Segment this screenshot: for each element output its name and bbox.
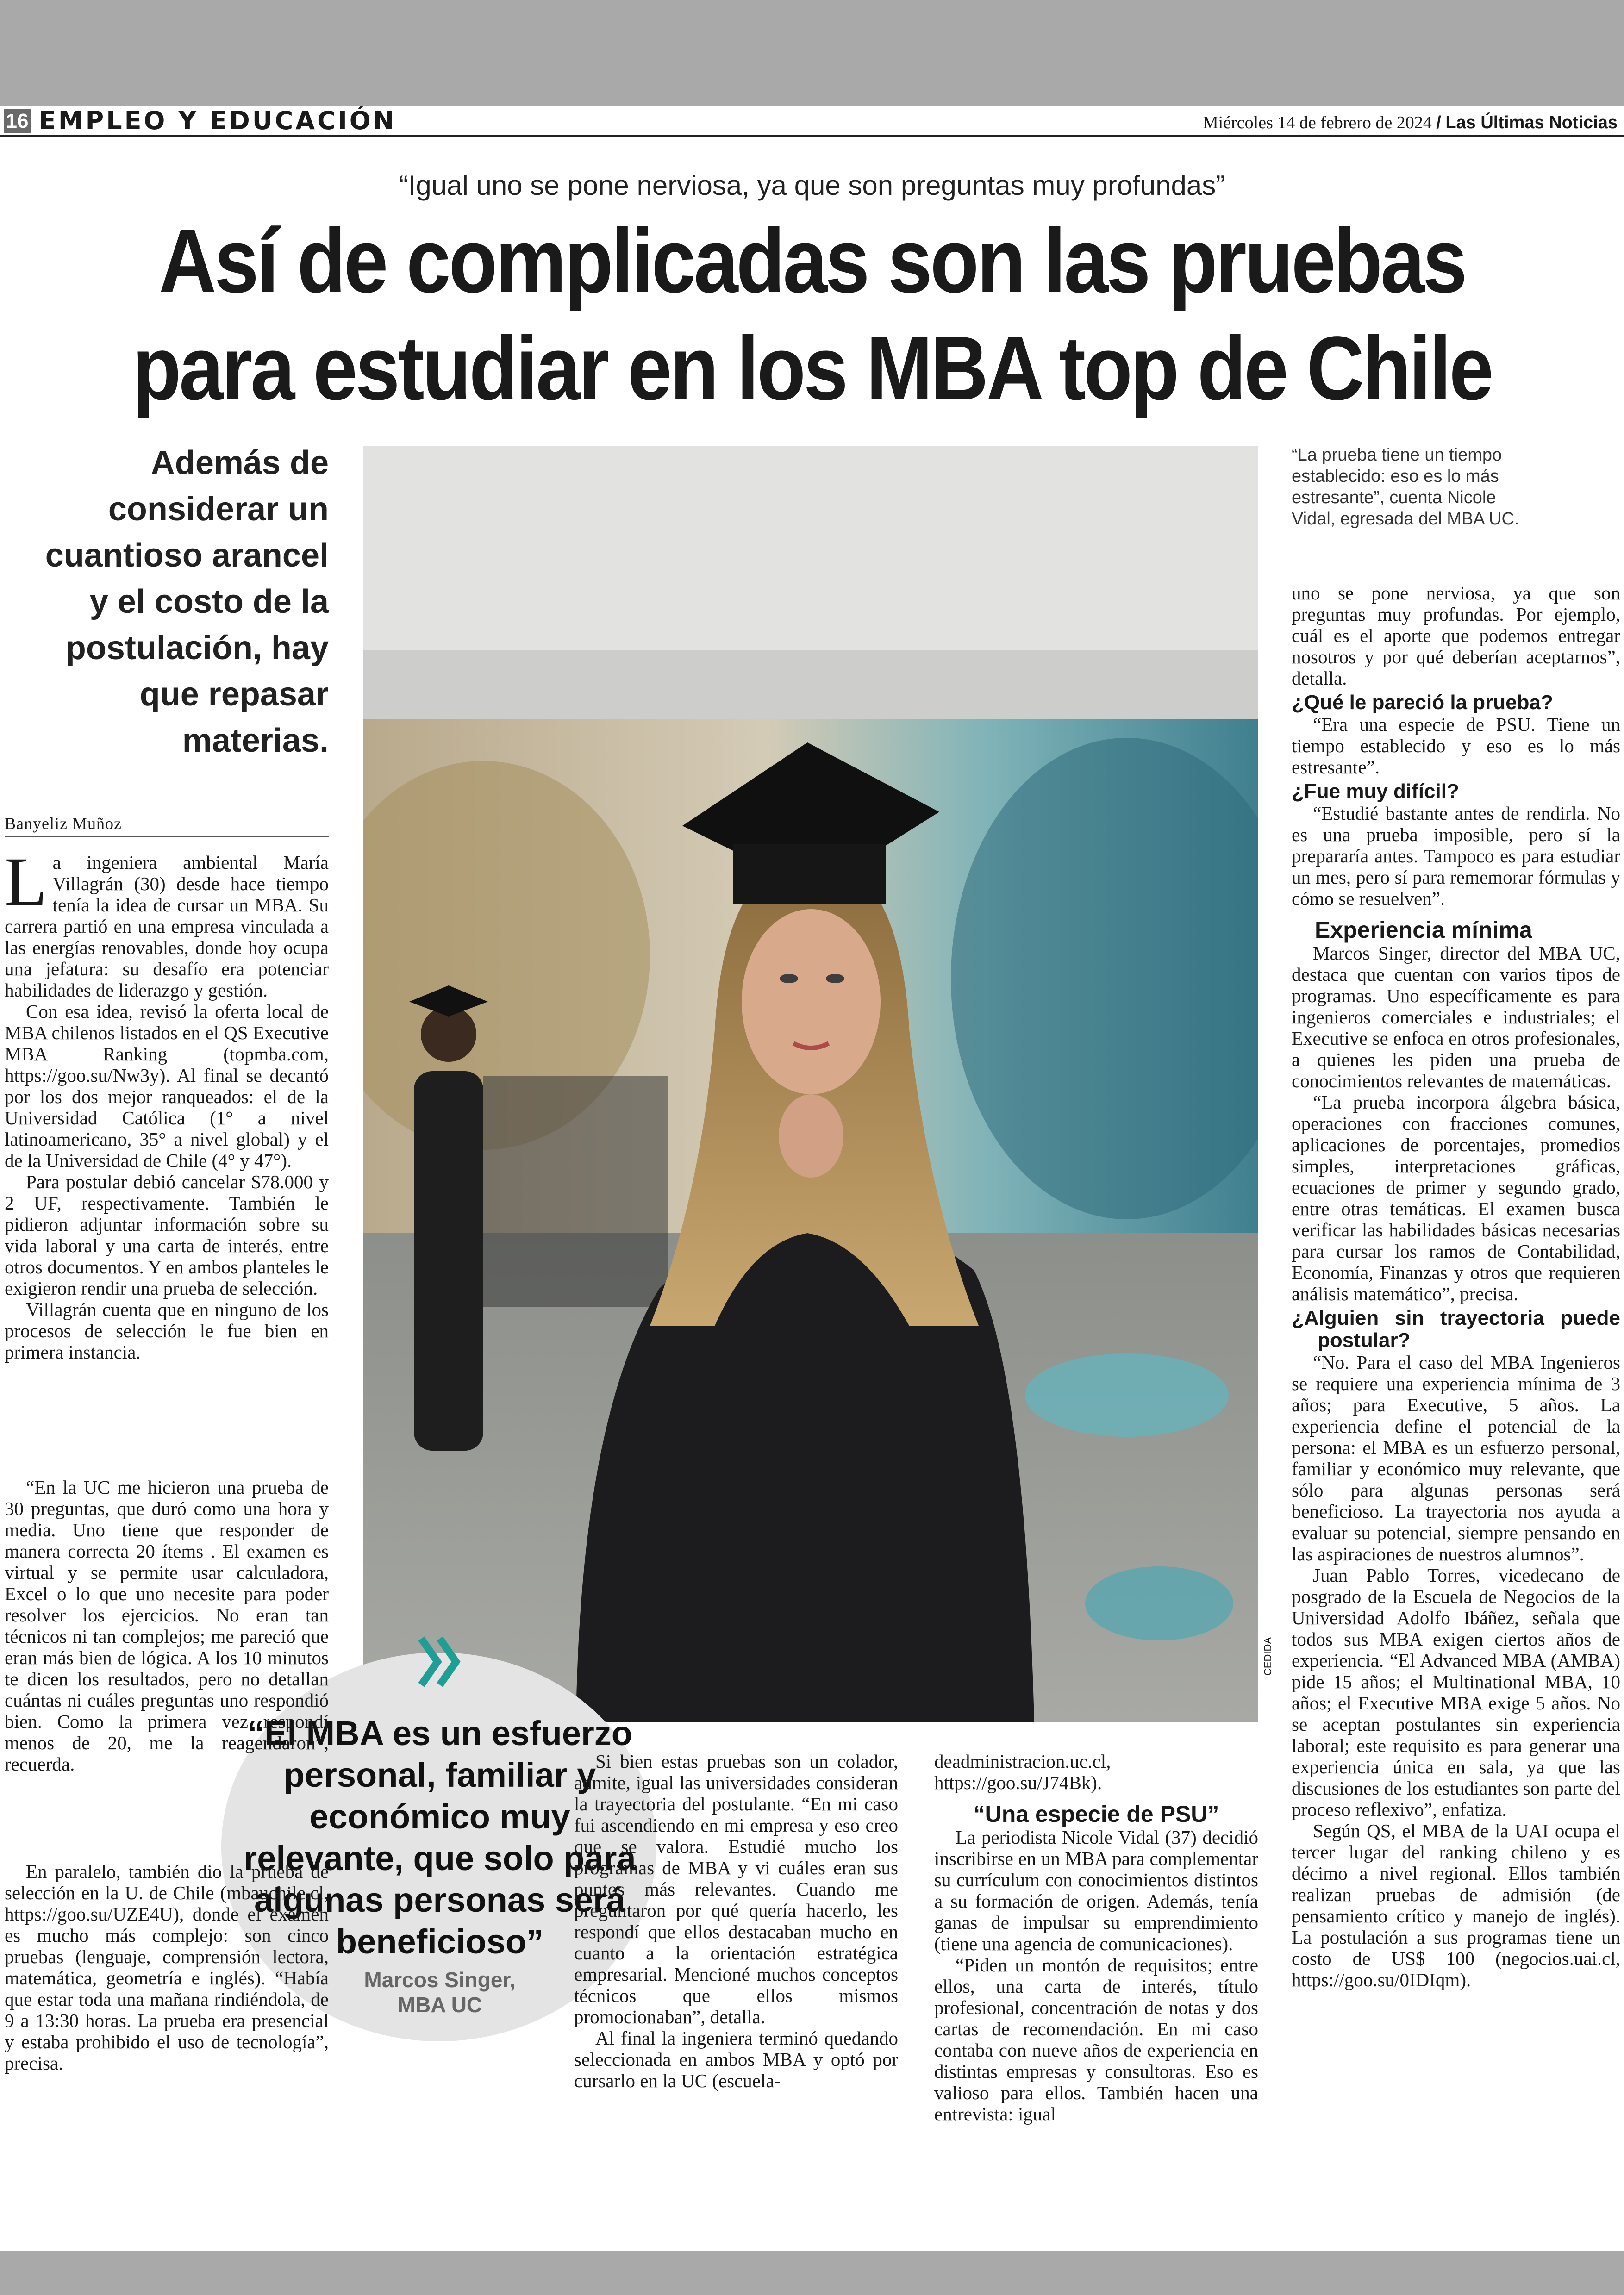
pull-quote-name: Marcos Singer, — [364, 1968, 516, 1992]
dateline — [1203, 112, 1618, 133]
paragraph: “No. Para el caso del MBA Ingenieros se requiere una experiencia mínima de 3 años; para Executive, 5 años. La experiencia define el potencial de la persona: el MBA es un esfuerzo personal, familiar y económico muy relevante, que sólo para algunas personas será beneficioso. La trayectoria nos ayuda a evaluar su potencial, siempre pensando en las aspiraciones de nuestros alumnos”. — [1292, 1352, 1620, 1565]
drop-cap: L — [5, 843, 47, 920]
paragraph: Al final la ingeniera terminó quedando seleccionada en ambos MBA y optó por cursarlo en la UC (escuela- — [574, 2027, 898, 2091]
section-title: EMPLEO Y EDUCACIÓN — [39, 106, 396, 135]
paragraph: “Era una especie de PSU. Tiene un tiempo establecido y eso es lo más estresante”. — [1292, 714, 1620, 778]
paragraph: uno se pone nerviosa, ya que son preguntas muy profundas. Por ejemplo, cuál es el aporte que podemos entregar nosotros y por qué deberían aceptarnos”, detalla. — [1292, 582, 1620, 689]
paragraph: “En la UC me hicieron una prueba de 30 preguntas, que duró como una hora y media. Uno tiene que responder de manera correcta 20 ítems . El examen es virtual y se permite usar calculadora, Excel o lo que uno necesite para poder resolver los ejercicios. No eran tan técnicos ni tan complejos; me pareció que eran más bien de lógica. A los 10 minutos te dicen los resultados, pero no detallan cuántas ni cuáles preguntas uno respondió bien. Como la primera vez respondí menos de 20, me la reagendaron”, recuerda. — [5, 1477, 329, 1775]
article-photo — [363, 446, 1258, 1722]
article-column-1 — [5, 843, 329, 1363]
headline-line-1: Así de complicadas son las pruebas — [159, 210, 1465, 312]
paragraph: Si bien estas pruebas son un colador, admite, igual las universidades consideran la trayectoria del postulante. “En mi caso fui ascendiendo en mi empresa y eso creo que se valora. Estudié mucho los programas de MBA y vi cuáles eran sus puntos más relevantes. Cuando me preguntaron por qué quería hacerlo, les respondí que ellos destacaban mucho en cuanto a la orientación estratégica empresarial. Mencioné muchos conceptos técnicos que ellos mismos promocionaban”, detalla. — [574, 1751, 898, 2027]
header-rule — [0, 135, 1624, 137]
kicker: “Igual uno se pone nerviosa, ya que son preguntas muy profundas” — [399, 170, 1225, 201]
publication-name: Las Últimas Noticias — [1445, 113, 1618, 132]
paragraph: Según QS, el MBA de la UAI ocupa el tercer lugar del ranking chileno y es décimo a nivel regional. Ellos también realizan pruebas de admisión (de pensamiento crítico y manejo de inglés). La postulación a sus programas tiene un costo de US$ 100 (negocios.uai.cl, https://goo.su/0IDIqm). — [1292, 1820, 1620, 1990]
pull-quote-text: “El MBA es un esfuerzo personal, familiar y económico muy relevante, que solo para algunas personas será beneficioso” — [244, 1714, 636, 1961]
article-column-2 — [574, 1751, 898, 2091]
subheading: Experiencia mínima — [1315, 917, 1532, 943]
paragraph: Con esa idea, revisó la oferta local de MBA chilenos listados en el QS Executive MBA Ranking (topmba.com, https://goo.su/Nw3y). Al final se decantó por los dos mejor ranqueados: el de la Universidad Católica (1° a nivel latinoamericano, 35° a nivel global) y el de la Universidad de Chile (4° y 47°). — [5, 1001, 329, 1171]
chevron-right-icon — [412, 1634, 468, 1690]
paragraph: Para postular debió cancelar $78.000 y 2 UF, respectivamente. También le pidieron adjuntar información sobre su vida laboral y una carta de interés, entre otros documentos. Y en ambos planteles le exigieron rendir una prueba de selección. — [5, 1171, 329, 1299]
article-column-3 — [934, 1751, 1258, 2125]
issue-date: Miércoles 14 de febrero de 2024 — [1202, 113, 1432, 132]
article-column-4 — [1292, 582, 1620, 1990]
byline: Banyeliz Muñoz — [5, 814, 329, 837]
subheading: “Una especie de PSU” — [973, 1801, 1219, 1827]
top-gray-band — [0, 0, 1624, 106]
paragraph: deadministracion.uc.cl, https://goo.su/J74Bk). — [934, 1751, 1111, 1793]
dek: Además de considerar un cuantioso arancel y el costo de la postulación, hay que repasar materias. — [45, 444, 329, 759]
paragraph: a ingeniera ambiental María Villagrán (30) desde hace tiempo tenía la idea de cursar un MBA. Su carrera partió en una empresa vinculada a las energías renovables, donde hoy ocupa una jefatura: su desafío era potenciar habilidades de liderazgo y gestión. — [5, 852, 329, 1001]
pull-quote-org: MBA UC — [397, 1993, 482, 2017]
interview-question: ¿Alguien sin trayectoria puede postular? — [1292, 1307, 1620, 1352]
headline — [114, 207, 1511, 422]
bottom-gray-band — [0, 2251, 1624, 2295]
interview-question: ¿Qué le pareció la prueba? — [1292, 691, 1553, 714]
article-column-1-end — [5, 1861, 329, 2074]
page-header — [0, 106, 1624, 136]
interview-question: ¿Fue muy difícil? — [1292, 780, 1459, 803]
paragraph: “Estudié bastante antes de rendirla. No es una prueba imposible, pero sí la prepararía antes. Tampoco es para estudiar un mes, pero sí para rememorar fórmulas y cómo se resuelven”. — [1292, 803, 1620, 909]
paragraph: Villagrán cuenta que en ninguno de los procesos de selección le fue bien en primera instancia. — [5, 1299, 329, 1363]
page-number: 16 — [4, 109, 31, 133]
paragraph: La periodista Nicole Vidal (37) decidió inscribirse en un MBA para complementar su currículum con conocimientos distintos a su formación de origen. Además, tenía ganas de impulsar su emprendimiento (tiene una agencia de comunicaciones). — [934, 1827, 1258, 1954]
paragraph: “Piden un montón de requisitos; entre ellos, una carta de interés, título profesional, concentración de notas y dos cartas de recomendación. En mi caso contaba con nueve años de experiencia en distintas empresas y consultoras. Eso es valioso para ellos. También hacen una entrevista: igual — [934, 1954, 1258, 2125]
photo-caption: “La prueba tiene un tiempo establecido: eso es lo más estresante”, cuenta Nicole Vidal, egresada del MBA UC. — [1292, 445, 1519, 529]
photo-credit: CEDIDA — [1262, 1637, 1274, 1676]
graduate-photo-illustration — [363, 446, 1258, 1722]
paragraph: “La prueba incorpora álgebra básica, operaciones con fracciones comunes, aplicaciones de porcentajes, promedios simples, interpretaciones gráficas, ecuaciones de primer y segundo grado, entre otras temáticas. El examen busca verificar las habilidades básicas necesarias para cursar los ramos de Contabilidad, Economía, Finanzas y otros que requieren análisis matemático”, precisa. — [1292, 1091, 1620, 1304]
paragraph: Juan Pablo Torres, vicedecano de posgrado de la Escuela de Negocios de la Universidad Adolfo Ibáñez, señala que todos sus MBA exigen ciertos años de experiencia. “El Advanced MBA (AMBA) pide 15 años; el Multinational MBA, 10 años; el Executive MBA exige 5 años. No se aceptan postulantes sin experiencia laboral; este requisito es para generar una experiencia única en sala, ya que las discusiones de los estudiantes son parte del proceso reflexivo”, enfatiza. — [1292, 1565, 1620, 1820]
dateline-separator: / — [1436, 113, 1441, 132]
paragraph: En paralelo, también dio la prueba de selección en la U. de Chile (mbauchile.cl, https://goo.su/UZE4U), donde el examen es mucho más complejo: son cinco pruebas (lenguaje, comprensión lectora, matemática, geometría e inglés). “Había que estar toda una mañana rindiéndola, de 9 a 13:30 horas. La prueba era presencial y estaba prohibido el uso de tecnología”, precisa. — [5, 1861, 329, 2074]
headline-line-2: para estudiar en los MBA top de Chile — [132, 318, 1492, 419]
article-column-1-continued — [5, 1477, 329, 1775]
paragraph: Marcos Singer, director del MBA UC, destaca que cuentan con varios tipos de programas. Uno específicamente es para ingenieros comerciales e industriales; el Executive se enfoca en otros profesionales, a quienes les piden una prueba de conocimientos relevantes de matemáticas. — [1292, 942, 1620, 1091]
